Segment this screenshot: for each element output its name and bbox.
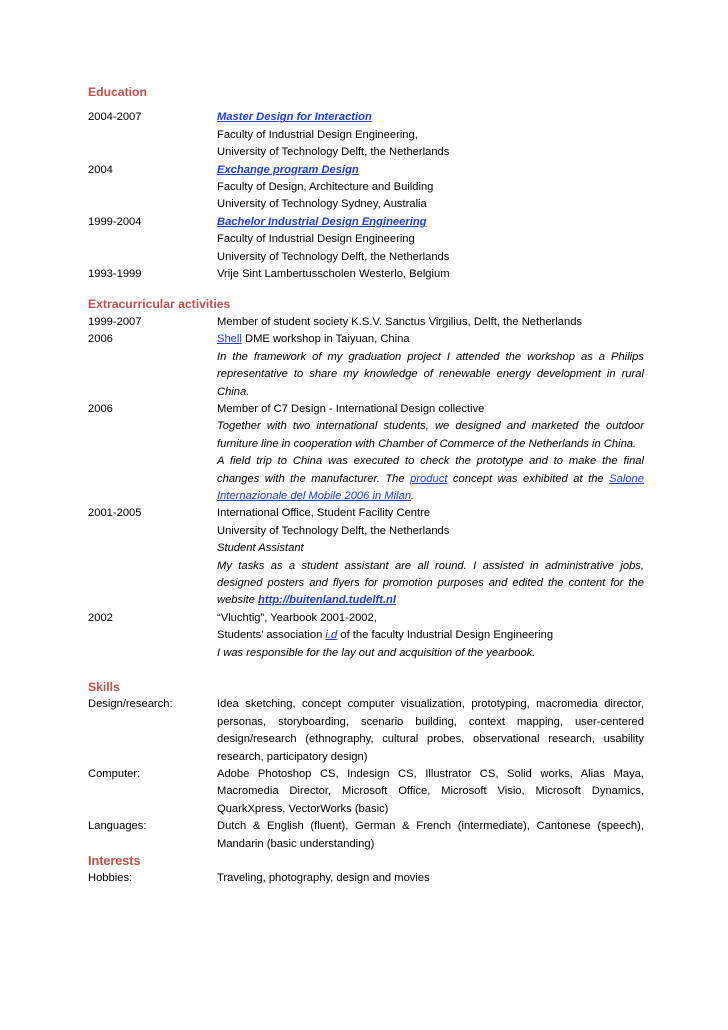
extracurricular-heading: Extracurricular activities <box>88 297 231 312</box>
entry-description: A field trip to China was executed to check the prototype and to make the final changes with the manufacturer. The product concept was exhibited at the Salone Internazionale del Mobile 2006 in Milan. <box>217 455 644 502</box>
salone-link[interactable]: Salone Internazionale del Mobile 2006 in Milan <box>217 472 644 502</box>
activity-entry <box>88 314 644 331</box>
entry-line: Vrije Sint Lambertusscholen Westerlo, Belgium <box>217 268 450 281</box>
entry-line: Students’ association i.d of the faculty Industrial Design Engineering <box>217 629 554 642</box>
entry-line: University of Technology Delft, the Netherlands <box>217 146 450 159</box>
education-heading: Education <box>88 85 147 99</box>
extracurricular-section <box>88 296 644 662</box>
entry-line: University of Technology Delft, the Netherlands <box>217 524 450 537</box>
entry-line: International Office, Student Facility Centre <box>217 507 431 520</box>
entry-role: Student Assistant <box>217 542 304 555</box>
entry-year: 2006 <box>88 333 113 346</box>
entry-line: University of Technology Sydney, Australia <box>217 198 427 211</box>
skill-entry <box>88 766 644 818</box>
skills-heading: Skills <box>88 680 120 694</box>
education-entry <box>88 266 644 283</box>
entry-line: “Vluchtig”, Yearbook 2001-2002, <box>217 611 377 624</box>
entry-description: Together with two international students, we designed and marketed the outdoor furniture line in cooperation with Chamber of Commerce of the Netherlands in China. <box>217 420 644 450</box>
interests-section <box>88 853 644 888</box>
entry-year: 2006 <box>88 402 113 415</box>
entry-year: 2001-2005 <box>88 507 142 520</box>
skill-label: Languages: <box>88 820 147 833</box>
skill-entry <box>88 818 644 853</box>
entry-year: 1999-2007 <box>88 315 142 328</box>
activity-entry <box>88 401 644 505</box>
skill-value: Dutch & English (fluent), German & French (intermediate), Cantonese (speech), Mandarin (basic understanding) <box>217 820 644 850</box>
interest-entry <box>88 870 644 887</box>
entry-year: 2002 <box>88 611 113 624</box>
skill-label: Design/research: <box>88 698 173 711</box>
skills-section <box>88 679 644 853</box>
education-entry <box>88 162 644 214</box>
entry-line: Member of student society K.S.V. Sanctus Virgilius, Delft, the Netherlands <box>217 315 583 328</box>
entry-line: Faculty of Industrial Design Engineering <box>217 233 415 246</box>
bachelor-link[interactable]: Bachelor Industrial Design Engineering <box>217 215 427 228</box>
activity-entry <box>88 331 644 401</box>
master-design-link[interactable]: Master Design for Interaction <box>217 111 372 124</box>
education-entry <box>88 214 644 266</box>
entry-year: 2004 <box>88 163 113 176</box>
entry-description: My tasks as a student assistant are all round. I assisted in administrative jobs, designed posters and flyers for promotion purposes and edited the content for the website http://buitenland.tudelft.nl <box>217 559 644 607</box>
entry-year: 1993-1999 <box>88 268 142 281</box>
id-association-link[interactable]: i.d <box>325 629 338 642</box>
entry-year: 1999-2004 <box>88 215 142 228</box>
entry-year: 2004-2007 <box>88 111 142 124</box>
skill-entry <box>88 696 644 766</box>
activity-entry <box>88 505 644 609</box>
exchange-program-link[interactable]: Exchange program Design <box>217 163 359 176</box>
buitenland-link[interactable]: http://buitenland.tudelft.nl <box>258 594 396 607</box>
resume-page <box>88 84 644 888</box>
education-entry <box>88 109 644 161</box>
entry-line: DME workshop in Taiyuan, China <box>241 333 410 346</box>
entry-description: In the framework of my graduation project I attended the workshop as a Philips representative to share my knowledge of renewable energy development in rural China. <box>217 350 644 398</box>
activity-entry <box>88 610 644 662</box>
skill-label: Computer: <box>88 768 141 781</box>
shell-link[interactable]: Shell <box>217 333 242 346</box>
skill-value: Adobe Photoshop CS, Indesign CS, Illustrator CS, Solid works, Alias Maya, Macromedia Director, Microsoft Office, Microsoft Visio, Microsoft Dynamics, QuarkXpress, VectorWorks (basic) <box>217 768 644 815</box>
entry-line: Member of C7 Design - International Design collective <box>217 402 485 415</box>
entry-line: Faculty of Design, Architecture and Building <box>217 181 434 194</box>
skill-value: Idea sketching, concept computer visualization, prototyping, macromedia director, personas, storyboarding, scenario building, context mapping, user-centered design/research (ethnography, cultural probes, observational research, usability research, participatory design) <box>217 698 644 763</box>
interests-heading: Interests <box>88 854 141 869</box>
entry-description: I was responsible for the lay out and acquisition of the yearbook. <box>217 646 536 659</box>
entry-line: Faculty of Industrial Design Engineering, <box>217 128 418 141</box>
entry-line: University of Technology Delft, the Netherlands <box>217 250 450 263</box>
interest-label: Hobbies: <box>88 872 133 885</box>
education-section <box>88 84 644 283</box>
product-link[interactable]: product <box>410 472 448 485</box>
interest-value: Traveling, photography, design and movies <box>217 872 430 885</box>
